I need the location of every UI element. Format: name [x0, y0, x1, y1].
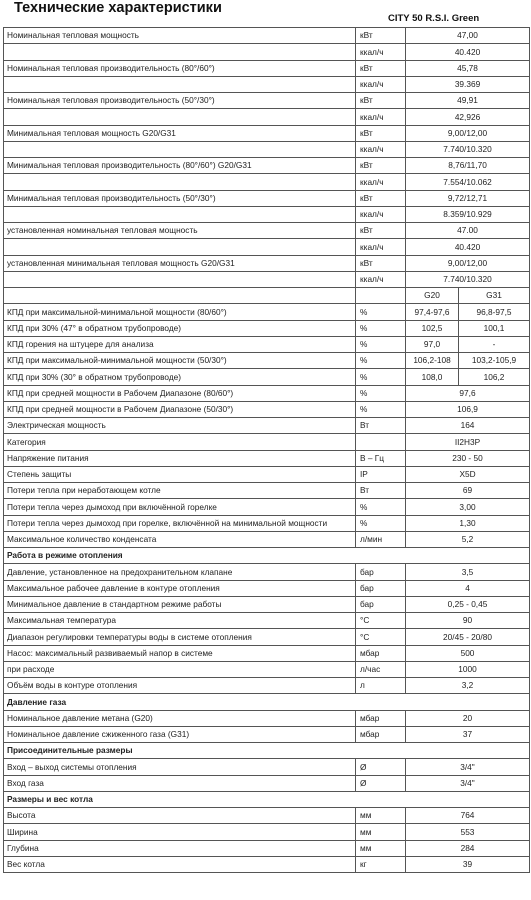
- param-cell: Минимальная тепловая производительность (50°/30°): [4, 190, 356, 206]
- unit-cell: л/час: [356, 661, 406, 677]
- value-cell: 40.420: [406, 44, 530, 60]
- value-cell: 40.420: [406, 239, 530, 255]
- value-cell: 7.554/10.062: [406, 174, 530, 190]
- param-cell: [4, 76, 356, 92]
- param-cell: Потери тепла при неработающем котле: [4, 483, 356, 499]
- section-title: Размеры и вес котла: [4, 791, 530, 807]
- value-cell: 3,2: [406, 678, 530, 694]
- unit-cell: кВт: [356, 60, 406, 76]
- table-row: [4, 629, 530, 645]
- value-cell: 1,30: [406, 515, 530, 531]
- value-cell: 284: [406, 840, 530, 856]
- value-cell: 7.740/10.320: [406, 141, 530, 157]
- value-cell: 3,5: [406, 564, 530, 580]
- value-g31: 100,1: [459, 320, 530, 336]
- value-cell: 90: [406, 613, 530, 629]
- param-cell: [4, 271, 356, 287]
- unit-cell: °C: [356, 613, 406, 629]
- value-g20: 102,5: [406, 320, 459, 336]
- param-cell: Максимальная температура: [4, 613, 356, 629]
- param-cell: Номинальное давление сжиженного газа (G31): [4, 726, 356, 742]
- value-cell: 42,926: [406, 109, 530, 125]
- param-cell: КПД горения на штуцере для анализа: [4, 336, 356, 352]
- unit-cell: %: [356, 304, 406, 320]
- value-cell: 764: [406, 808, 530, 824]
- table-row: [4, 369, 530, 385]
- param-cell: Номинальная тепловая производительность (50°/30°): [4, 93, 356, 109]
- value-cell: 39.369: [406, 76, 530, 92]
- table-row: [4, 125, 530, 141]
- param-cell: Номинальная тепловая мощность: [4, 28, 356, 44]
- table-row: [4, 385, 530, 401]
- unit-cell: %: [356, 401, 406, 417]
- unit-cell: бар: [356, 580, 406, 596]
- param-cell: Номинальная тепловая производительность (80°/60°): [4, 60, 356, 76]
- value-cell: 7.740/10.320: [406, 271, 530, 287]
- table-row: [4, 710, 530, 726]
- value-cell: 49,91: [406, 93, 530, 109]
- table-row: [4, 353, 530, 369]
- param-cell: Объём воды в контуре отопления: [4, 678, 356, 694]
- table-row: [4, 60, 530, 76]
- value-cell: 97,6: [406, 385, 530, 401]
- table-row: [4, 450, 530, 466]
- unit-cell: мм: [356, 840, 406, 856]
- param-cell: Максимальное рабочее давление в контуре отопления: [4, 580, 356, 596]
- value-cell: 20: [406, 710, 530, 726]
- unit-cell: %: [356, 385, 406, 401]
- param-cell: Категория: [4, 434, 356, 450]
- unit-cell: Ø: [356, 759, 406, 775]
- unit-cell: л: [356, 678, 406, 694]
- unit-cell: кВт: [356, 255, 406, 271]
- value-g20: 108,0: [406, 369, 459, 385]
- unit-cell: °C: [356, 629, 406, 645]
- unit-cell: бар: [356, 596, 406, 612]
- model-name: CITY 50 R.S.I. Green: [388, 13, 480, 24]
- param-cell: Потери тепла через дымоход при включённой горелке: [4, 499, 356, 515]
- unit-cell: кВт: [356, 93, 406, 109]
- unit-cell: ккал/ч: [356, 174, 406, 190]
- param-cell: [4, 141, 356, 157]
- param-cell: Ширина: [4, 824, 356, 840]
- value-cell: 39: [406, 856, 530, 872]
- spec-table-body: [4, 28, 530, 873]
- value-cell: 4: [406, 580, 530, 596]
- value-cell: 45,78: [406, 60, 530, 76]
- value-cell: 164: [406, 418, 530, 434]
- table-row: [4, 775, 530, 791]
- value-g31: 103,2-105,9: [459, 353, 530, 369]
- unit-cell: Ø: [356, 775, 406, 791]
- table-row: [4, 840, 530, 856]
- unit-cell: Вт: [356, 483, 406, 499]
- value-cell: 1000: [406, 661, 530, 677]
- unit-cell: л/мин: [356, 531, 406, 547]
- table-row: [4, 759, 530, 775]
- param-cell: Потери тепла через дымоход при горелке, включённой на минимальной мощности: [4, 515, 356, 531]
- unit-cell: Вт: [356, 418, 406, 434]
- value-cell: 47,00: [406, 28, 530, 44]
- table-row: [4, 466, 530, 482]
- table-row: [4, 336, 530, 352]
- table-row: [4, 515, 530, 531]
- table-row: [4, 856, 530, 872]
- section-row: [4, 694, 530, 710]
- value-cell: 3/4": [406, 759, 530, 775]
- param-cell: КПД при 30% (30° в обратном трубопроводе): [4, 369, 356, 385]
- param-cell: [4, 174, 356, 190]
- table-row: [4, 596, 530, 612]
- param-cell: [4, 288, 356, 304]
- value-cell: 37: [406, 726, 530, 742]
- unit-cell: [356, 434, 406, 450]
- unit-cell: мбар: [356, 645, 406, 661]
- param-cell: [4, 206, 356, 222]
- unit-cell: %: [356, 369, 406, 385]
- param-cell: Вес котла: [4, 856, 356, 872]
- param-cell: Диапазон регулировки температуры воды в системе отопления: [4, 629, 356, 645]
- unit-cell: мм: [356, 824, 406, 840]
- unit-cell: мбар: [356, 726, 406, 742]
- param-cell: установленная номинальная тепловая мощность: [4, 223, 356, 239]
- unit-cell: %: [356, 320, 406, 336]
- param-cell: Электрическая мощность: [4, 418, 356, 434]
- value-cell: 20/45 - 20/80: [406, 629, 530, 645]
- value-g31: 96,8-97,5: [459, 304, 530, 320]
- value-cell: II2H3P: [406, 434, 530, 450]
- value-cell: 9,00/12,00: [406, 125, 530, 141]
- param-cell: Максимальное количество конденсата: [4, 531, 356, 547]
- param-cell: КПД при 30% (47° в обратном трубопроводе): [4, 320, 356, 336]
- value-cell: 69: [406, 483, 530, 499]
- param-cell: Степень защиты: [4, 466, 356, 482]
- table-row: [4, 223, 530, 239]
- unit-cell: %: [356, 353, 406, 369]
- table-row: [4, 239, 530, 255]
- table-row: [4, 726, 530, 742]
- table-row: [4, 645, 530, 661]
- param-cell: [4, 239, 356, 255]
- value-g31: -: [459, 336, 530, 352]
- unit-cell: [356, 288, 406, 304]
- value-cell: 9,00/12,00: [406, 255, 530, 271]
- table-row: [4, 531, 530, 547]
- unit-cell: кВт: [356, 190, 406, 206]
- param-cell: КПД при средней мощности в Рабочем Диапазоне (80/60°): [4, 385, 356, 401]
- table-row: [4, 206, 530, 222]
- unit-cell: ккал/ч: [356, 44, 406, 60]
- section-row: [4, 791, 530, 807]
- value-cell: 0,25 - 0,45: [406, 596, 530, 612]
- section-title: Работа в режиме отопления: [4, 548, 530, 564]
- value-cell: 106,9: [406, 401, 530, 417]
- unit-cell: кг: [356, 856, 406, 872]
- unit-cell: кВт: [356, 223, 406, 239]
- value-cell: 9,72/12,71: [406, 190, 530, 206]
- unit-cell: мм: [356, 808, 406, 824]
- value-cell: 500: [406, 645, 530, 661]
- table-row: [4, 44, 530, 60]
- table-row: [4, 288, 530, 304]
- param-cell: Напряжение питания: [4, 450, 356, 466]
- table-row: [4, 109, 530, 125]
- unit-cell: %: [356, 499, 406, 515]
- value-cell: X5D: [406, 466, 530, 482]
- table-row: [4, 418, 530, 434]
- section-title: Давление газа: [4, 694, 530, 710]
- gas-header-g31: G31: [459, 288, 530, 304]
- unit-cell: кВт: [356, 28, 406, 44]
- spec-table: [3, 27, 530, 873]
- value-cell: 47.00: [406, 223, 530, 239]
- table-row: [4, 158, 530, 174]
- param-cell: Минимальная тепловая производительность (80°/60°) G20/G31: [4, 158, 356, 174]
- value-cell: 8,76/11,70: [406, 158, 530, 174]
- unit-cell: ккал/ч: [356, 206, 406, 222]
- param-cell: Давление, установленное на предохранительном клапане: [4, 564, 356, 580]
- table-row: [4, 483, 530, 499]
- unit-cell: В – Гц: [356, 450, 406, 466]
- value-cell: 230 - 50: [406, 450, 530, 466]
- value-cell: 8.359/10.929: [406, 206, 530, 222]
- unit-cell: бар: [356, 564, 406, 580]
- unit-cell: ккал/ч: [356, 239, 406, 255]
- table-row: [4, 678, 530, 694]
- param-cell: [4, 109, 356, 125]
- param-cell: Глубина: [4, 840, 356, 856]
- section-row: [4, 548, 530, 564]
- param-cell: КПД при максимальной-минимальной мощности (50/30°): [4, 353, 356, 369]
- value-g20: 97,0: [406, 336, 459, 352]
- param-cell: КПД при максимальной-минимальной мощности (80/60°): [4, 304, 356, 320]
- page-title: Технические характеристики: [14, 0, 222, 16]
- param-cell: КПД при средней мощности в Рабочем Диапазоне (50/30°): [4, 401, 356, 417]
- unit-cell: ккал/ч: [356, 76, 406, 92]
- table-row: [4, 76, 530, 92]
- table-row: [4, 28, 530, 44]
- param-cell: Насос: максимальный развиваемый напор в системе: [4, 645, 356, 661]
- param-cell: Вход – выход системы отопления: [4, 759, 356, 775]
- table-row: [4, 808, 530, 824]
- gas-header-g20: G20: [406, 288, 459, 304]
- unit-cell: кВт: [356, 158, 406, 174]
- table-row: [4, 141, 530, 157]
- table-row: [4, 320, 530, 336]
- value-cell: 3/4": [406, 775, 530, 791]
- param-cell: при расходе: [4, 661, 356, 677]
- unit-cell: мбар: [356, 710, 406, 726]
- table-row: [4, 434, 530, 450]
- table-row: [4, 613, 530, 629]
- unit-cell: IP: [356, 466, 406, 482]
- table-row: [4, 271, 530, 287]
- section-row: [4, 743, 530, 759]
- unit-cell: ккал/ч: [356, 141, 406, 157]
- table-row: [4, 499, 530, 515]
- param-cell: [4, 44, 356, 60]
- unit-cell: кВт: [356, 125, 406, 141]
- value-g31: 106,2: [459, 369, 530, 385]
- param-cell: Номинальное давление метана (G20): [4, 710, 356, 726]
- unit-cell: %: [356, 336, 406, 352]
- param-cell: Вход газа: [4, 775, 356, 791]
- table-row: [4, 255, 530, 271]
- param-cell: Минимальная тепловая мощность G20/G31: [4, 125, 356, 141]
- unit-cell: ккал/ч: [356, 109, 406, 125]
- table-row: [4, 564, 530, 580]
- value-cell: 553: [406, 824, 530, 840]
- table-row: [4, 190, 530, 206]
- table-row: [4, 824, 530, 840]
- table-row: [4, 93, 530, 109]
- value-cell: 5,2: [406, 531, 530, 547]
- param-cell: Минимальное давление в стандартном режиме работы: [4, 596, 356, 612]
- section-title: Присоединительные размеры: [4, 743, 530, 759]
- table-row: [4, 580, 530, 596]
- value-cell: 3,00: [406, 499, 530, 515]
- table-row: [4, 174, 530, 190]
- unit-cell: ккал/ч: [356, 271, 406, 287]
- table-row: [4, 304, 530, 320]
- param-cell: Высота: [4, 808, 356, 824]
- table-row: [4, 401, 530, 417]
- param-cell: установленная минимальная тепловая мощность G20/G31: [4, 255, 356, 271]
- value-g20: 106,2-108: [406, 353, 459, 369]
- unit-cell: %: [356, 515, 406, 531]
- value-g20: 97,4-97,6: [406, 304, 459, 320]
- table-row: [4, 661, 530, 677]
